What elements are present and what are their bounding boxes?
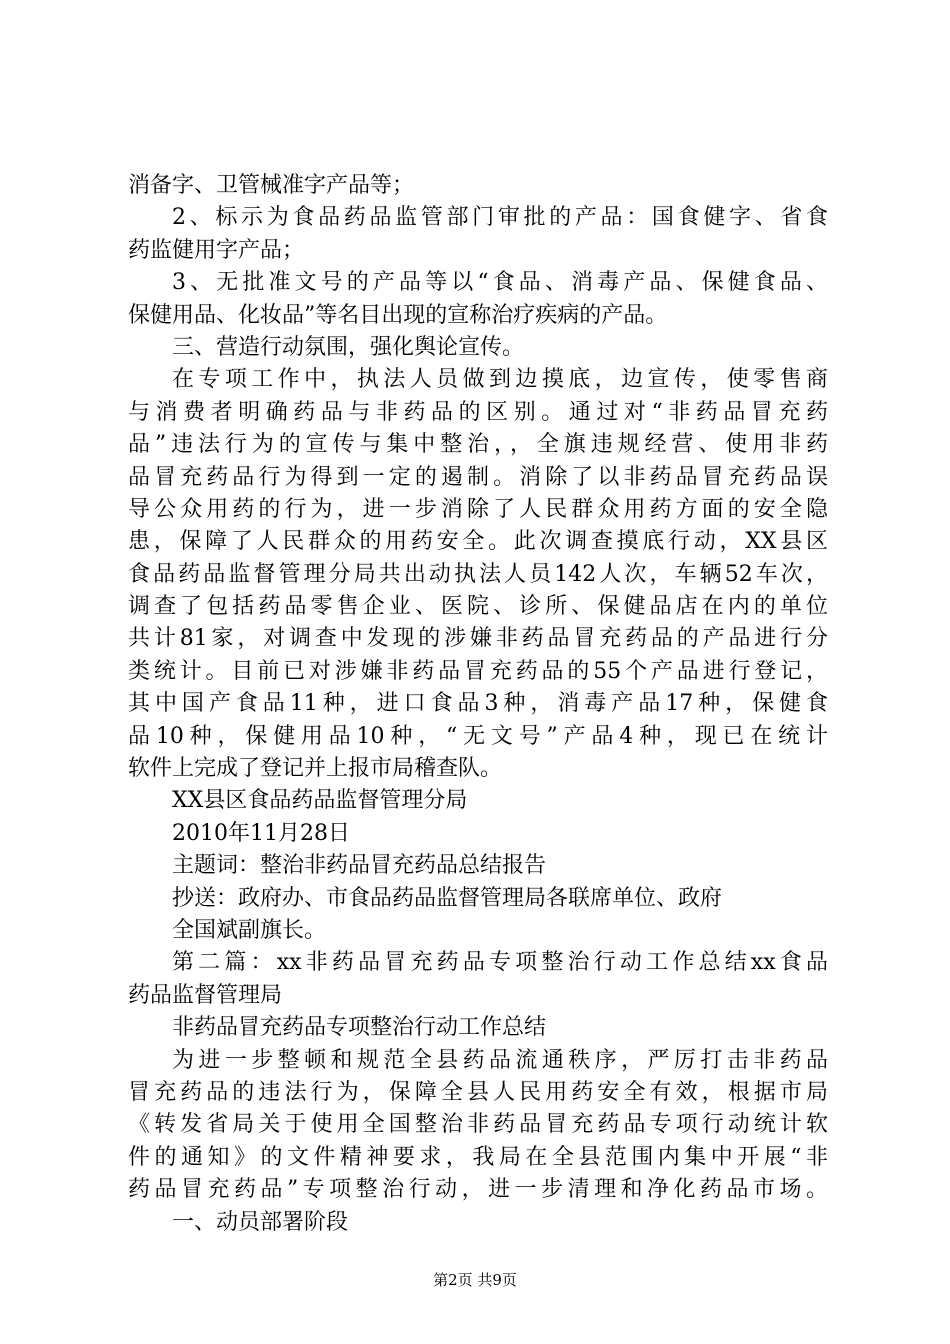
text-line: 调查了包括药品零售企业、医院、诊所、保健品店在内的单位 — [128, 594, 828, 620]
text-line: 第二篇：xx非药品冒充药品专项整治行动工作总结xx食品 — [172, 950, 828, 976]
text-line: 导公众用药的行为，进一步消除了人民群众用药方面的安全隐 — [128, 496, 828, 522]
text-line: 一、动员部署阶段 — [172, 1209, 349, 1235]
text-line: 《转发省局关于使用全国整治非药品冒充药品专项行动统计软 — [128, 1112, 828, 1138]
text-line: 抄送：政府办、市食品药品监督管理局各联席单位、政府 — [172, 885, 723, 911]
text-line: 非药品冒充药品专项整治行动工作总结 — [172, 1015, 547, 1041]
text-line: 2010年11月28日 — [172, 820, 350, 846]
text-line: 在专项工作中，执法人员做到边摸底，边宣传，使零售商 — [172, 367, 828, 393]
text-line: 件的通知》的文件精神要求，我局在全县范围内集中开展“非 — [128, 1144, 828, 1170]
text-line: 2、标示为食品药品监管部门审批的产品：国食健字、省食 — [172, 205, 828, 231]
text-line: 患，保障了人民群众的用药安全。此次调查摸底行动，XX县区 — [128, 529, 828, 555]
text-line: 全国斌副旗长。 — [172, 917, 327, 943]
text-line: 与消费者明确药品与非药品的区别。通过对“非药品冒充药 — [128, 399, 828, 425]
text-line: 三、营造行动氛围，强化舆论宣传。 — [172, 334, 525, 360]
text-line: 食品药品监督管理分局共出动执法人员142人次，车辆52车次， — [128, 561, 828, 587]
text-line: 药监健用字产品； — [128, 237, 305, 263]
text-line: XX县区食品药品监督管理分局 — [172, 788, 468, 814]
text-line: 主题词：整治非药品冒充药品总结报告 — [172, 853, 547, 879]
text-line: 共计81家，对调查中发现的涉嫌非药品冒充药品的产品进行分 — [128, 626, 828, 652]
text-line: 品10种，保健用品10种，“无文号”产品4种，现已在统计 — [128, 723, 828, 749]
text-line: 为进一步整顿和规范全县药品流通秩序，严厉打击非药品 — [172, 1047, 828, 1073]
text-line: 药品监督管理局 — [128, 982, 283, 1008]
text-line: 消备字、卫管械准字产品等； — [128, 173, 415, 198]
text-line: 其中国产食品11种，进口食品3种，消毒产品17种，保健食 — [128, 691, 828, 717]
text-line: 软件上完成了登记并上报市局稽查队。 — [128, 756, 503, 782]
text-line: 品冒充药品行为得到一定的遏制。消除了以非药品冒充药品误 — [128, 464, 828, 490]
document-body — [128, 170, 828, 1239]
page-footer: 第2页 共9页 — [433, 1271, 517, 1289]
text-line: 药品冒充药品”专项整治行动，进一步清理和净化药品市场。 — [128, 1177, 828, 1203]
text-line: 类统计。目前已对涉嫌非药品冒充药品的55个产品进行登记， — [128, 658, 828, 684]
text-line: 冒充药品的违法行为，保障全县人民用药安全有效，根据市局 — [128, 1079, 828, 1105]
text-line: 保健用品、化妆品”等名目出现的宣称治疗疾病的产品。 — [128, 302, 668, 328]
text-line: 品”违法行为的宣传与集中整治，，全旗违规经营、使用非药 — [128, 432, 828, 458]
text-line: 3、无批准文号的产品等以“食品、消毒产品、保健食品、 — [172, 270, 828, 296]
